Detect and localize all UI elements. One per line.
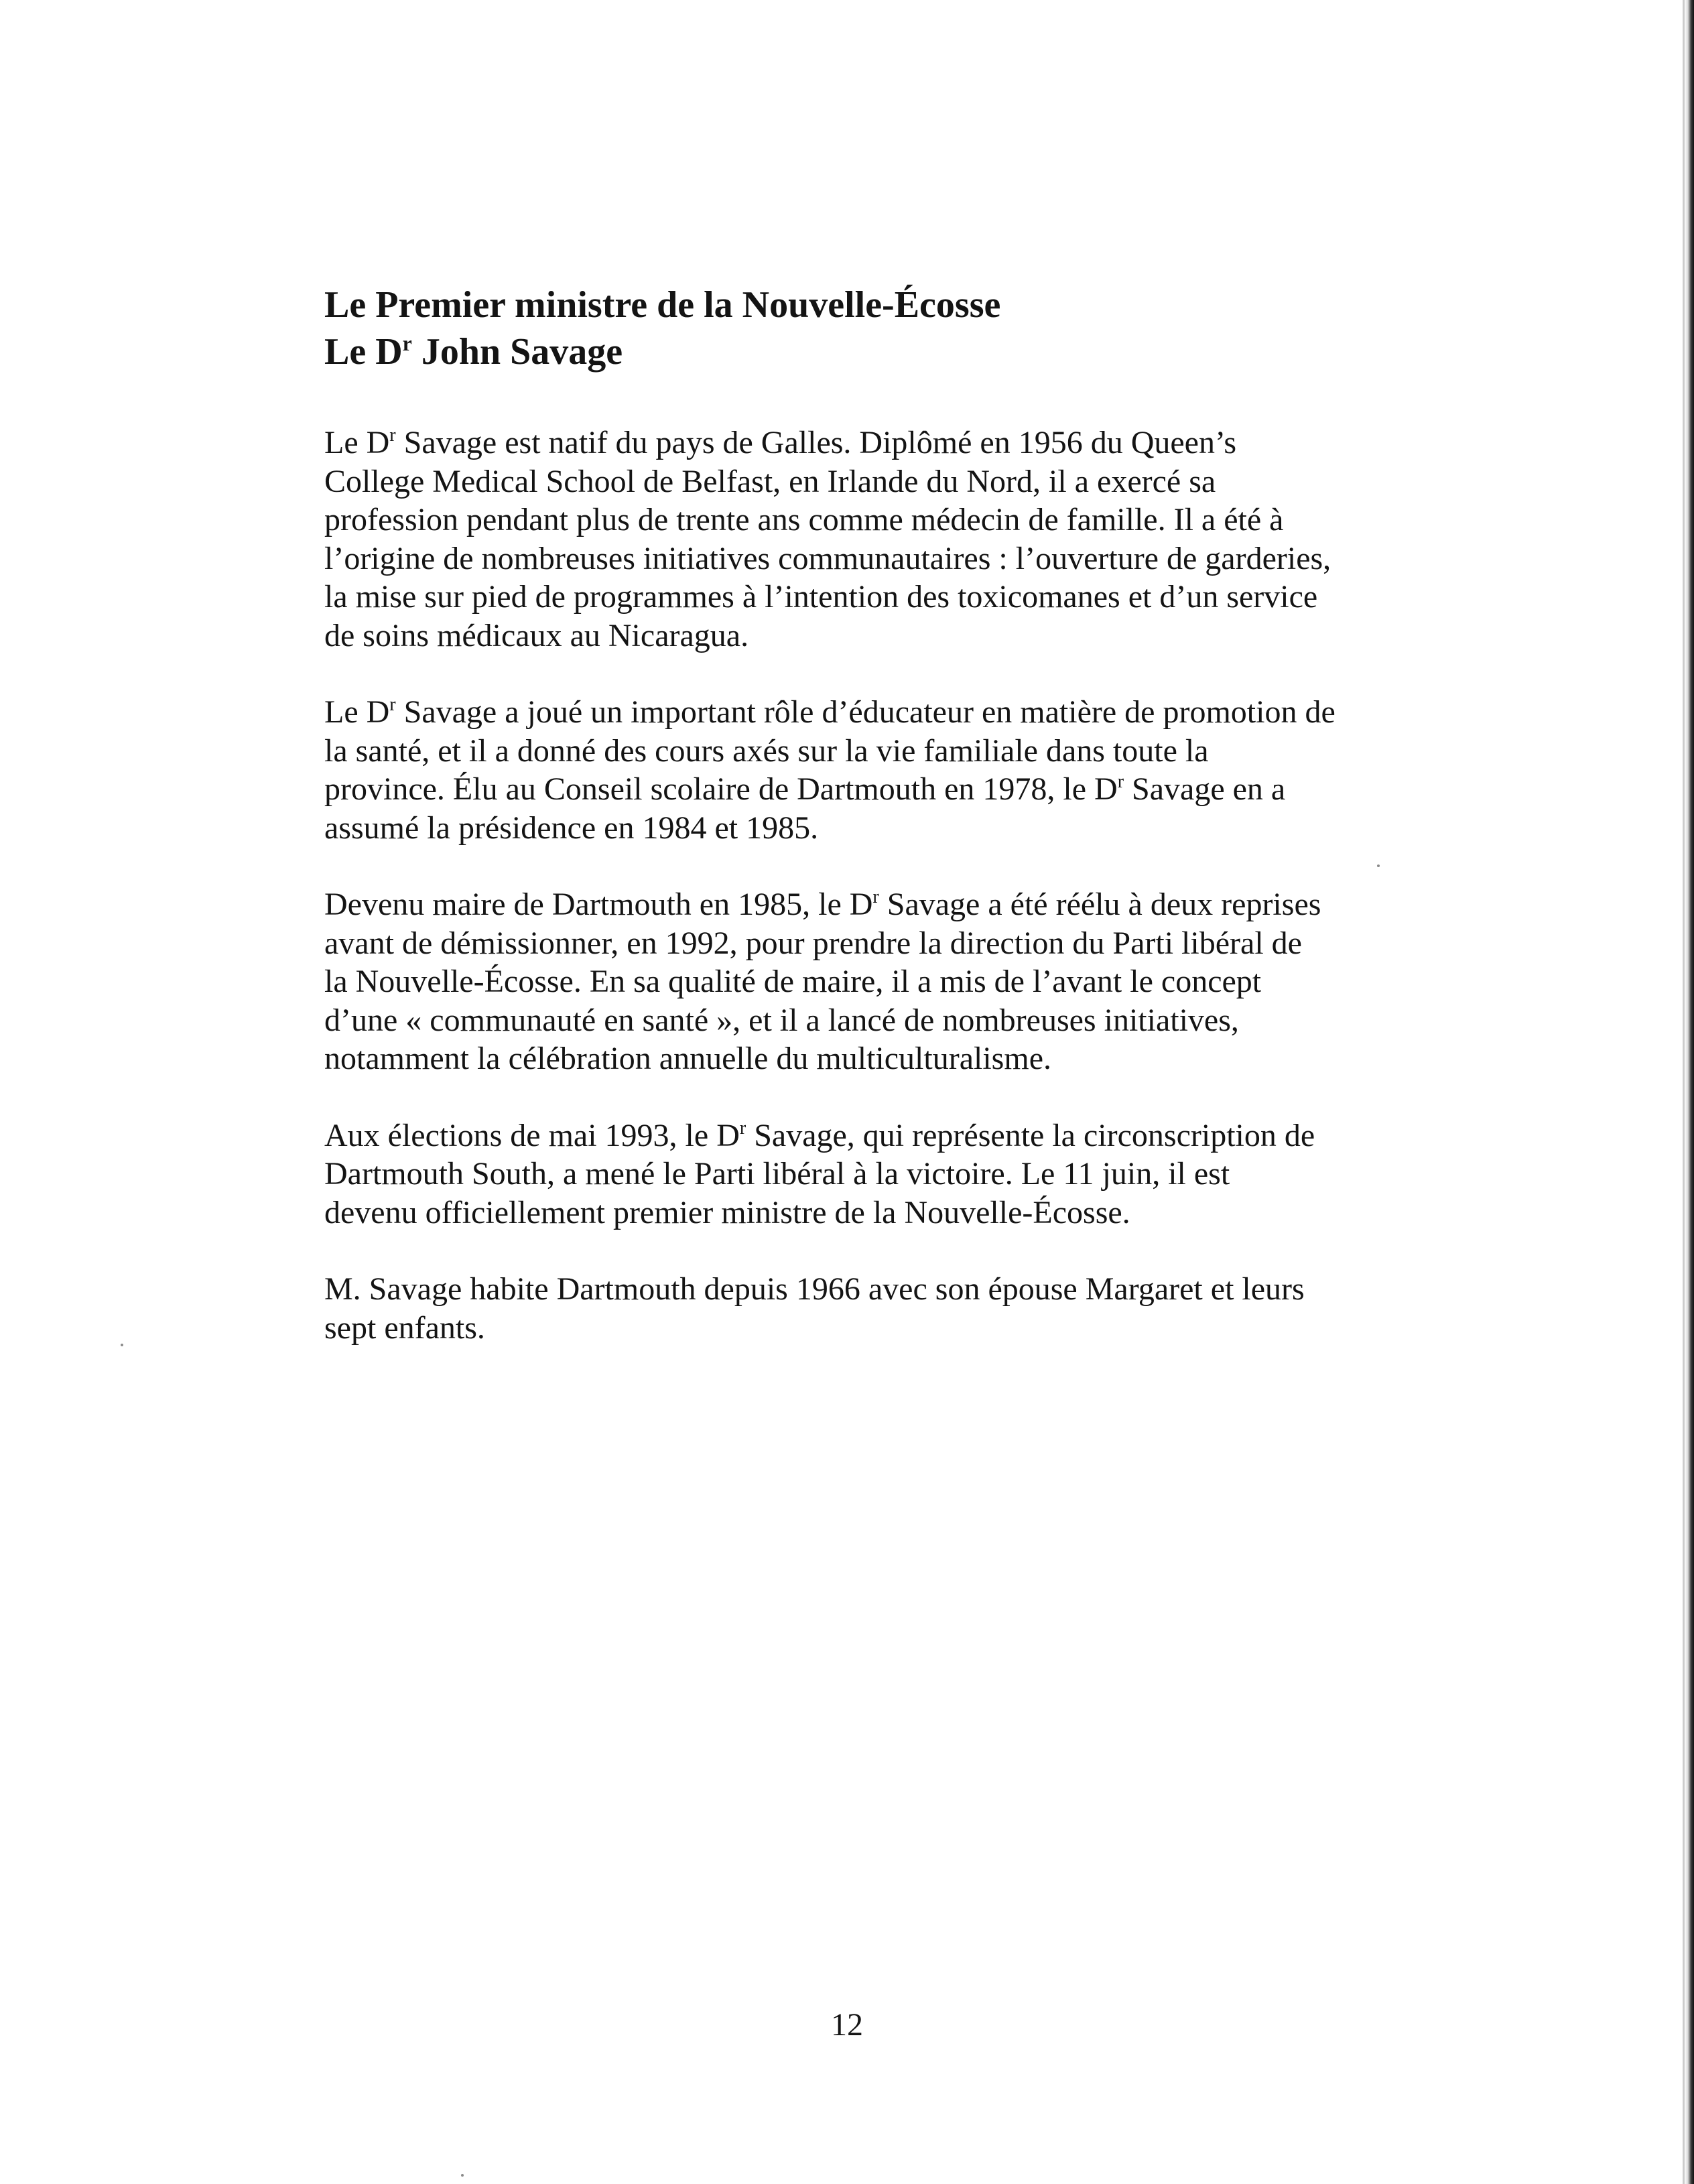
text-line xyxy=(324,1309,1517,1348)
text-segment: Le D xyxy=(324,425,390,460)
text-line xyxy=(324,1155,1517,1194)
text-segment: Savage a été réélu à deux reprises xyxy=(878,887,1321,922)
binding-edge xyxy=(1685,0,1694,2184)
superscript: r xyxy=(389,694,396,715)
text-segment: Savage en a xyxy=(1124,771,1286,807)
superscript: r xyxy=(739,1117,746,1139)
text-line xyxy=(324,1039,1517,1078)
paragraph xyxy=(324,1116,1517,1232)
paragraph xyxy=(324,424,1517,655)
text-segment: d’une « communauté en santé », et il a lancé de nombreuses initiatives, xyxy=(324,1002,1239,1038)
text-line xyxy=(324,770,1517,809)
text-segment: College Medical School de Belfast, en Irlande du Nord, il a exercé sa xyxy=(324,463,1216,499)
paragraph xyxy=(324,693,1517,847)
text-segment: sept enfants. xyxy=(324,1309,485,1346)
text-line xyxy=(324,539,1517,578)
text-segment: province. Élu au Conseil scolaire de Dartmouth en 1978, le D xyxy=(324,771,1118,807)
text-segment: assumé la présidence en 1984 et 1985. xyxy=(324,810,819,846)
text-segment: la mise sur pied de programmes à l’intention des toxicomanes et d’un service xyxy=(324,579,1318,615)
text-line xyxy=(324,924,1517,963)
text-segment: Savage, qui représente la circonscription de xyxy=(746,1117,1315,1153)
text-segment: profession pendant plus de trente ans comme médecin de famille. Il a été à xyxy=(324,502,1284,537)
text-segment: de soins médicaux au Nicaragua. xyxy=(324,617,749,653)
text-line xyxy=(324,962,1517,1001)
text-line xyxy=(324,424,1517,462)
text-line xyxy=(324,462,1517,501)
paragraph xyxy=(324,885,1517,1078)
text-line xyxy=(324,885,1517,924)
text-segment: notamment la célébration annuelle du multiculturalisme. xyxy=(324,1041,1051,1076)
title-superscript: r xyxy=(402,331,412,355)
text-line xyxy=(324,1194,1517,1232)
superscript: r xyxy=(389,425,396,446)
superscript: r xyxy=(1117,771,1124,792)
text-line xyxy=(324,809,1517,848)
text-segment: M. Savage habite Dartmouth depuis 1966 avec son épouse Margaret et leurs xyxy=(324,1271,1305,1307)
biography-body xyxy=(324,424,1517,1347)
text-line xyxy=(324,501,1517,539)
text-segment: la Nouvelle-Écosse. En sa qualité de maire, il a mis de l’avant le concept xyxy=(324,964,1262,999)
text-segment: Savage a joué un important rôle d’éducateur en matière de promotion de xyxy=(395,694,1335,730)
page-number: 12 xyxy=(831,2007,863,2043)
title-prefix: Le D xyxy=(324,331,403,373)
text-line xyxy=(324,617,1517,655)
text-segment: devenu officiellement premier ministre de la Nouvelle-Écosse. xyxy=(324,1194,1130,1230)
text-line xyxy=(324,732,1517,771)
text-segment: l’origine de nombreuses initiatives communautaires : l’ouverture de garderies, xyxy=(324,540,1331,576)
scan-speck xyxy=(461,2174,464,2177)
text-line xyxy=(324,693,1517,732)
text-segment: Savage est natif du pays de Galles. Diplômé en 1956 du Queen’s xyxy=(395,425,1236,460)
text-segment: la santé, et il a donné des cours axés sur la vie familiale dans toute la xyxy=(324,732,1209,769)
page-title xyxy=(324,281,1517,375)
text-line xyxy=(324,1270,1517,1309)
text-segment: Dartmouth South, a mené le Parti libéral à la victoire. Le 11 juin, il est xyxy=(324,1156,1230,1192)
text-line xyxy=(324,1116,1517,1155)
text-segment: avant de démissionner, en 1992, pour prendre la direction du Parti libéral de xyxy=(324,925,1302,961)
text-segment: Devenu maire de Dartmouth en 1985, le D xyxy=(324,887,873,922)
text-line xyxy=(324,578,1517,617)
text-segment: Le D xyxy=(324,694,390,730)
title-line-2 xyxy=(324,328,1517,375)
text-line xyxy=(324,1001,1517,1040)
title-suffix: John Savage xyxy=(411,331,623,373)
scan-speck xyxy=(121,1344,123,1346)
title-line-1: Le Premier ministre de la Nouvelle-Écosse xyxy=(324,284,1001,326)
main-content xyxy=(324,281,1517,1385)
superscript: r xyxy=(872,887,879,907)
paragraph xyxy=(324,1270,1517,1347)
text-segment: Aux élections de mai 1993, le D xyxy=(324,1117,740,1153)
